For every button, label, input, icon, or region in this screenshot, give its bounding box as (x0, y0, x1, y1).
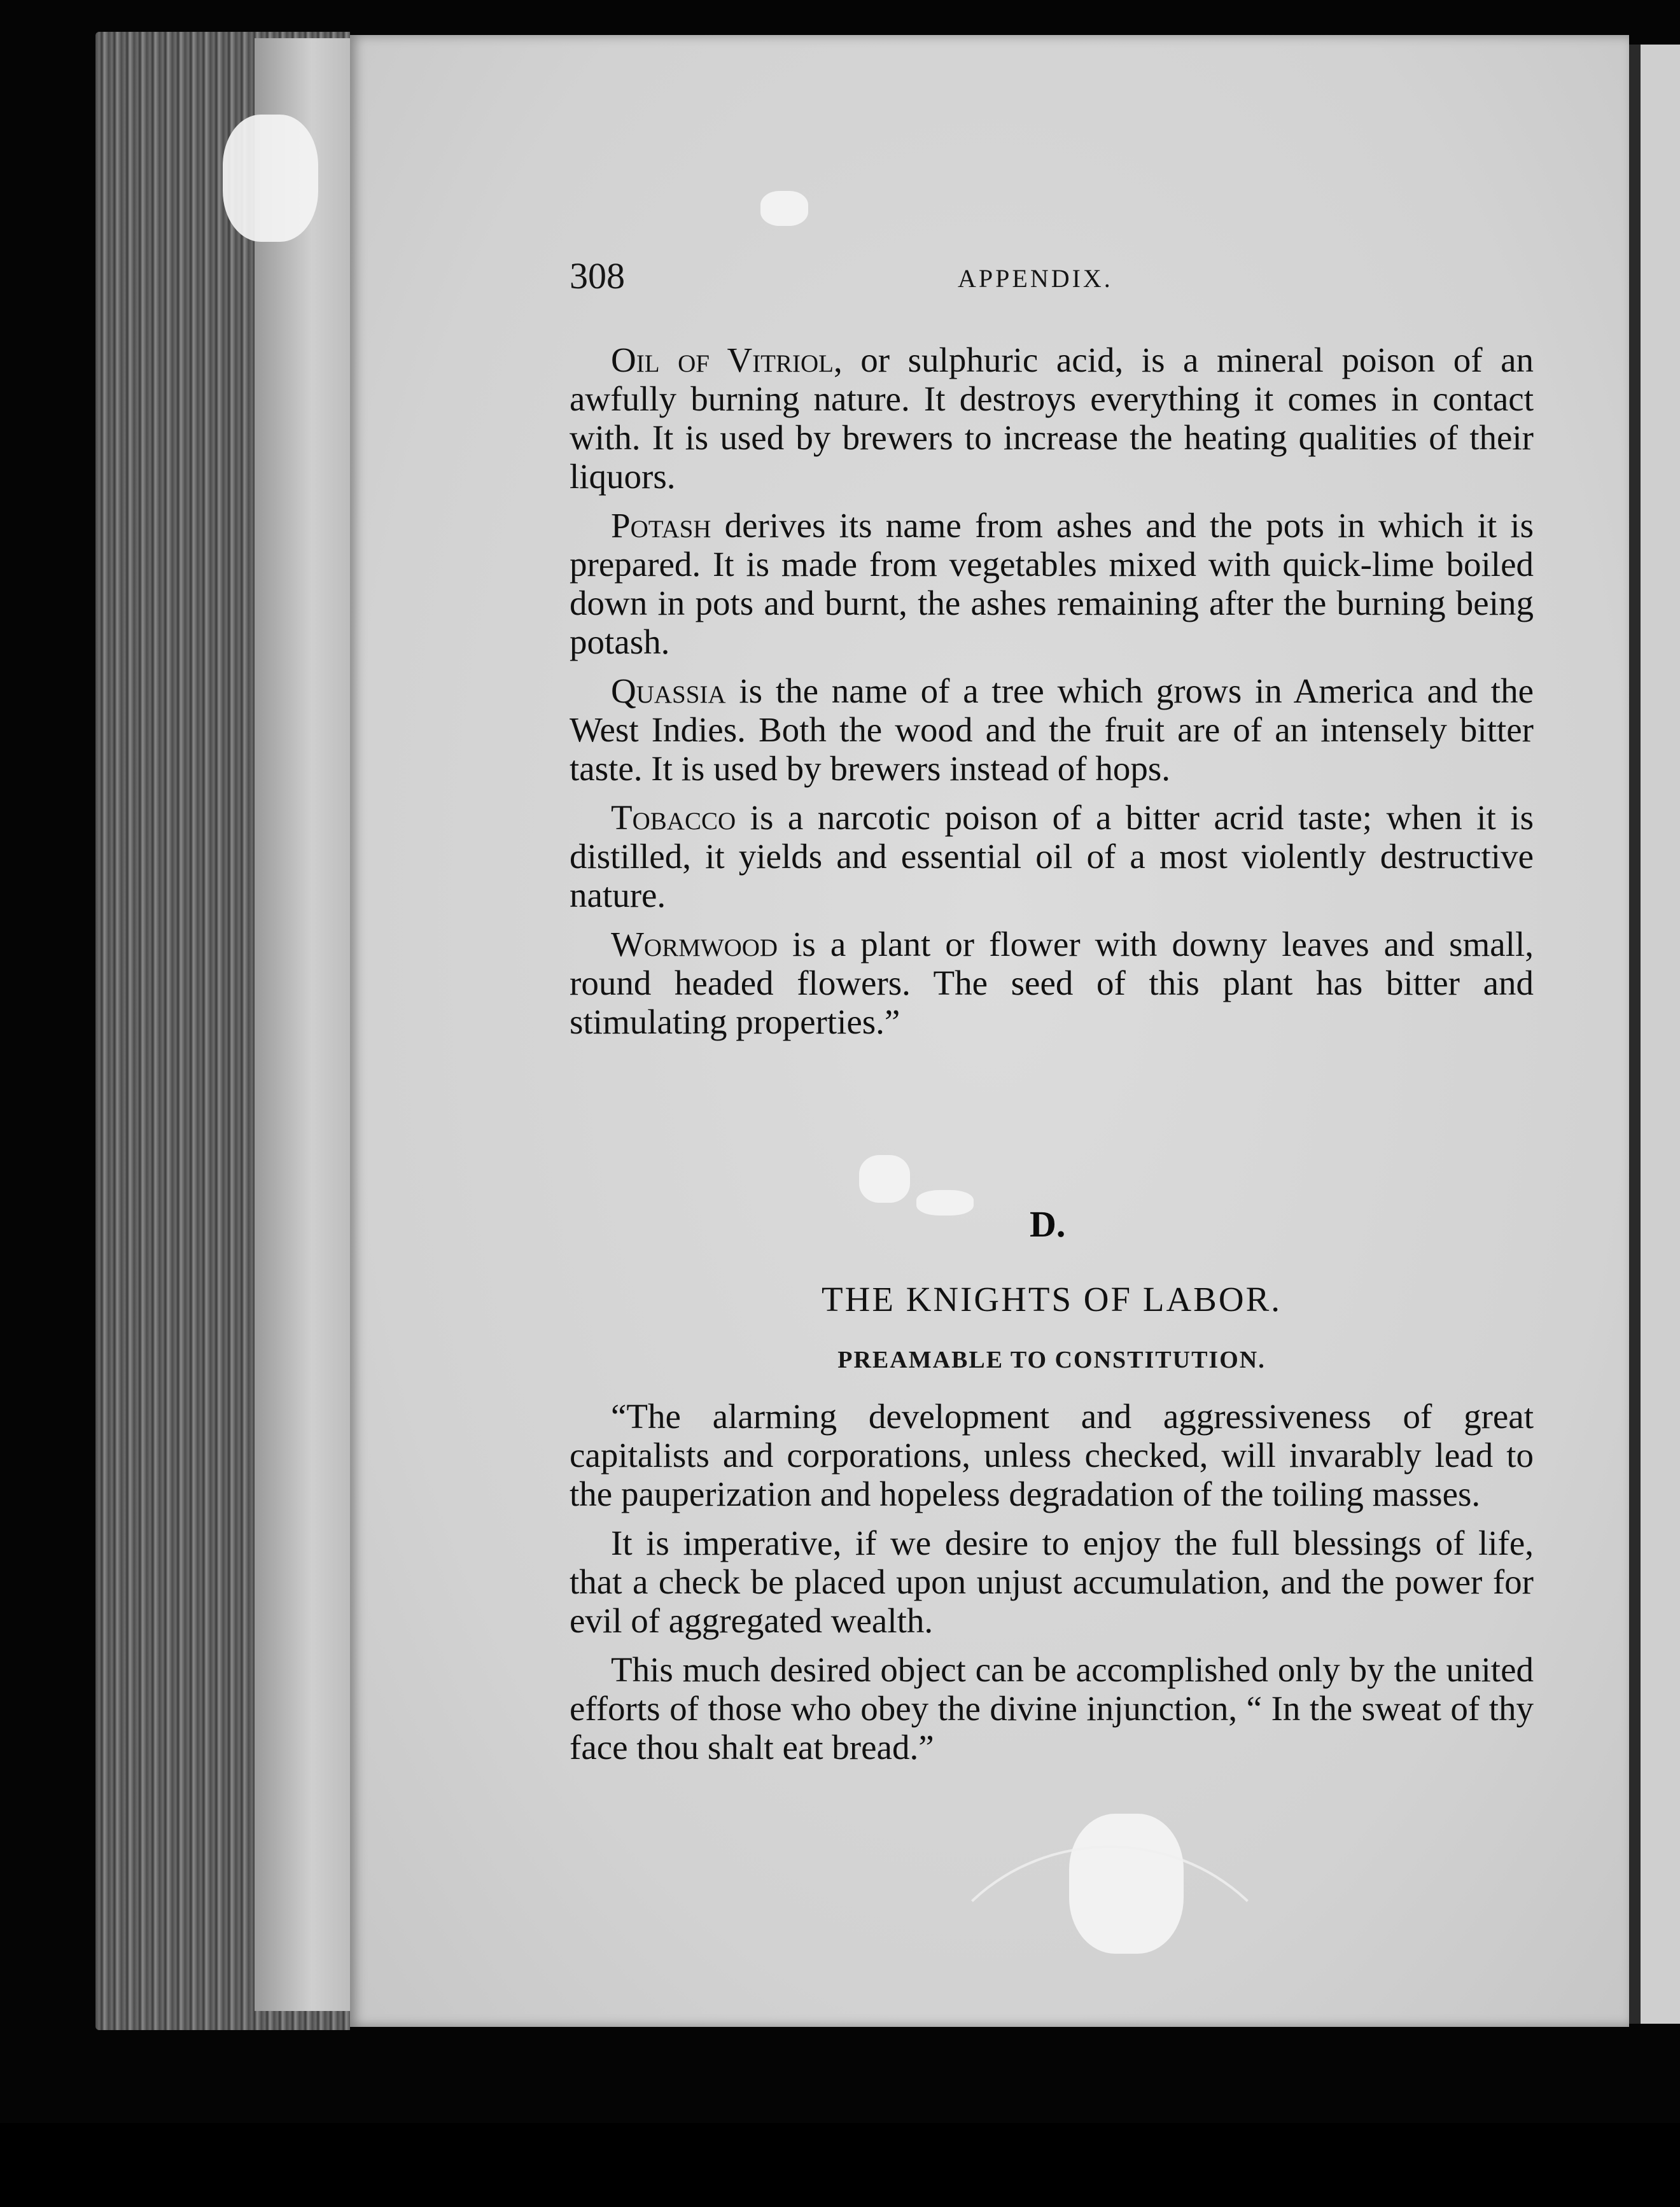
preamble-paragraph: It is imperative, if we desire to enjoy the full blessings of life, that a check be placed upon unjust accumulation, and the power for evil of aggregated wealth. (570, 1524, 1534, 1640)
page-header (570, 255, 1460, 299)
term-tobacco: Tobacco (611, 798, 736, 837)
running-head: APPENDIX. (958, 264, 1113, 293)
scan-damage-blotch (760, 191, 808, 226)
preamble-paragraph: “The alarming development and aggressiveness of great capitalists and corporations, unless checked, will invarably lead to the pauperization and hopeless degradation of the toiling masses. (570, 1397, 1534, 1513)
term-oil-of-vitriol: Oil of Vitriol (611, 340, 834, 379)
section-subtitle: PREAMABLE TO CONSTITUTION. (837, 1347, 1266, 1373)
facing-page-edge (1629, 45, 1680, 2024)
paragraph-text: is a narcotic poison of a bitter acrid taste; when it is distilled, it yields and essential oil of a most violently destructive nature. (570, 798, 1534, 914)
paragraph-text: derives its name from ashes and the pots in which it is prepared. It is made from vegetables mixed with quick-lime boiled down in pots and burnt, the ashes remaining after the burning being potash. (570, 506, 1534, 661)
paragraph-wormwood (570, 925, 1534, 1041)
scan-damage-blotch (859, 1155, 910, 1203)
page-number: 308 (570, 255, 625, 297)
definitions-section (570, 340, 1534, 1051)
book-page-edges-inner (255, 38, 350, 2011)
scan-scratch (916, 1846, 1303, 2207)
paragraph-text: , or sulphuric acid, is a mineral poison of an awfully burning nature. It destroys everything it comes in contact with. It is used by brewers to increase the heating qualities of their liquors. (570, 340, 1534, 496)
paragraph-quassia (570, 671, 1534, 788)
section-title: THE KNIGHTS OF LABOR. (822, 1280, 1282, 1319)
scan-damage-blotch (916, 1190, 974, 1216)
paragraph-text: is a plant or flower with downy leaves and small, round headed flowers. The seed of this plant has bitter and stimulating properties.” (570, 925, 1534, 1041)
paragraph-potash (570, 506, 1534, 661)
term-wormwood: Wormwood (611, 925, 778, 963)
term-quassia: Quassia (611, 671, 726, 710)
paragraph-text: is the name of a tree which grows in America and the West Indies. Both the wood and the fruit are of an intensely bitter taste. It is used by brewers instead of hops. (570, 671, 1534, 788)
section-letter: D. (1030, 1203, 1066, 1245)
preamble-section (570, 1397, 1534, 1777)
preamble-paragraph: This much desired object can be accomplished only by the united efforts of those who obey the divine injunction, “ In the sweat of thy face thou shalt eat bread.” (570, 1650, 1534, 1767)
scan-damage-blotch (223, 115, 318, 242)
paragraph-tobacco (570, 798, 1534, 914)
paragraph-oil-of-vitriol (570, 340, 1534, 496)
term-potash: Potash (611, 506, 711, 545)
